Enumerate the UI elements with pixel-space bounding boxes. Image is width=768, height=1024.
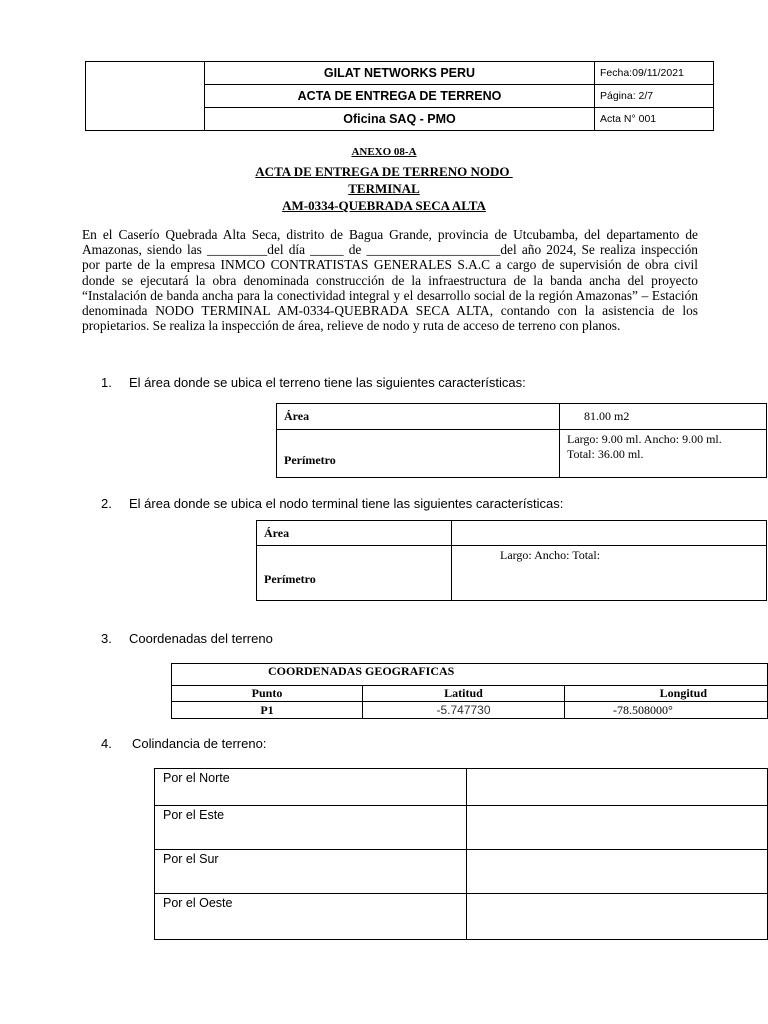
item-text: Coordenadas del terreno <box>129 631 273 646</box>
item-text: El área donde se ubica el nodo terminal tiene las siguientes características: <box>129 496 564 511</box>
cell-latitud: -5.747730 <box>363 702 565 719</box>
col-header-latitud: Latitud <box>363 686 565 702</box>
perimetro-value <box>560 430 767 478</box>
cell-longitud: -78.508000° <box>565 702 768 719</box>
colindancia-label: Por el Este <box>155 806 467 850</box>
document-title: ACTA DE ENTREGA DE TERRENO <box>205 85 595 108</box>
colindancia-label: Por el Oeste <box>155 894 467 940</box>
coordenadas-table <box>171 663 768 719</box>
doc-heading-line3: AM-0334-QUEBRADA SECA ALTA <box>282 198 486 213</box>
perimetro-line2: Total: 36.00 ml. <box>567 447 644 461</box>
doc-heading-line2: TERMINAL <box>348 181 420 196</box>
terreno-table <box>276 403 767 478</box>
colindancia-value <box>467 769 768 806</box>
nodo-area-label: Área <box>257 521 452 546</box>
company-name: GILAT NETWORKS PERU <box>205 62 595 85</box>
col-header-longitud: Longitud <box>565 686 768 702</box>
colindancia-table <box>154 768 768 940</box>
colindancia-label: Por el Norte <box>155 769 467 806</box>
item-number: 4. <box>101 736 112 751</box>
annex-title: ANEXO 08-A <box>351 146 417 158</box>
area-label: Área <box>277 404 560 430</box>
colindancia-value <box>467 850 768 894</box>
item-number: 2. <box>101 496 112 511</box>
coordenadas-title: COORDENADAS GEOGRAFICAS <box>172 664 768 686</box>
colindancia-value <box>467 806 768 850</box>
intro-paragraph: En el Caserío Quebrada Alta Seca, distrito de Bagua Grande, provincia de Utcubamba, del departamento de Amazonas, siendo las _________del día _____ de ____________________del año 2024, Se realiza inspección por parte de la empresa INMCO CONTRATISTAS GENERALES S.A.C a cargo de supervisión de obra civil donde se ejecutará la obra denominada construcción de la infraestructura de la banda ancha del proyecto “Instalación de banda ancha para la conectividad integral y el desarrollo social de la región Amazonas” – Estación denominada NODO TERMINAL AM-0334-QUEBRADA SECA ALTA, contando con la asistencia de los propietarios. Se realiza la inspección de área, relieve de nodo y ruta de acceso de terreno con planos. <box>82 227 698 334</box>
header-table <box>85 61 714 131</box>
cell-punto: P1 <box>172 702 363 719</box>
nodo-perimetro-value: Largo: Ancho: Total: <box>452 546 767 601</box>
table-row <box>155 850 768 894</box>
item-number: 1. <box>101 375 112 390</box>
item-text: Colindancia de terreno: <box>132 736 267 751</box>
table-row <box>155 806 768 850</box>
area-value: 81.00 m2 <box>560 404 767 430</box>
logo-cell <box>86 62 205 131</box>
pagina: Página: 2/7 <box>595 85 714 108</box>
colindancia-label: Por el Sur <box>155 850 467 894</box>
colindancia-value <box>467 894 768 940</box>
table-row <box>172 702 768 719</box>
nodo-area-value <box>452 521 767 546</box>
perimetro-label: Perímetro <box>277 430 560 478</box>
item-number: 3. <box>101 631 112 646</box>
table-row <box>155 769 768 806</box>
item-text: El área donde se ubica el terreno tiene las siguientes características: <box>129 375 526 390</box>
fecha: Fecha:09/11/2021 <box>595 62 714 85</box>
nodo-table <box>256 520 767 601</box>
nodo-perimetro-label: Perímetro <box>257 546 452 601</box>
acta-number: Acta N° 001 <box>595 108 714 131</box>
perimetro-line1: Largo: 9.00 ml. Ancho: 9.00 ml. <box>567 432 722 446</box>
doc-heading-line1: ACTA DE ENTREGA DE TERRENO NODO <box>255 164 513 179</box>
office-name: Oficina SAQ - PMO <box>205 108 595 131</box>
table-row <box>155 894 768 940</box>
col-header-punto: Punto <box>172 686 363 702</box>
